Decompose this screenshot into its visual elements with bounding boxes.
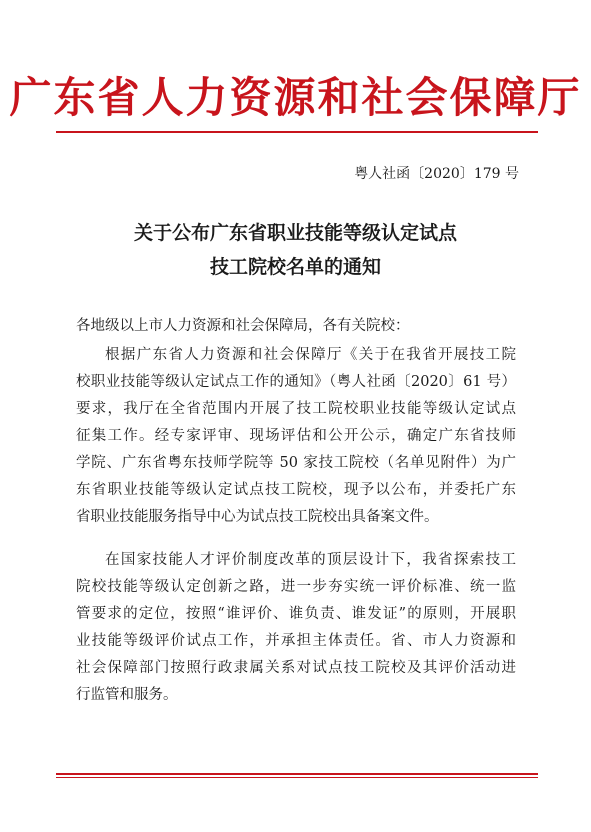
text-line: 院校技能等级认定创新之路，进一步夯实统一评价标准、统一监: [76, 579, 516, 595]
text-line: 业技能等级评价试点工作，并承担主体责任。省、市人力资源和: [76, 633, 516, 649]
agency-letterhead-title: 广东省人力资源和社会保障厅: [9, 73, 582, 122]
body-paragraph-1: [76, 342, 516, 531]
text-line: 省职业技能服务指导中心为试点技工院校出具备案文件。: [76, 509, 439, 525]
text-line: 东省职业技能等级认定试点技工院校，现予以公布，并委托广东: [76, 482, 516, 498]
document-title-line-2: 技工院校名单的通知: [209, 256, 381, 278]
text-line: 根据广东省人力资源和社会保障厅《关于在我省开展技工院: [105, 347, 516, 363]
text-line: 学院、广东省粤东技师学院等 50 家技工院校（名单见附件）为广: [76, 455, 516, 471]
footer-divider-thin: [56, 777, 538, 778]
text-line: 在国家技能人才评价制度改革的顶层设计下，我省探索技工: [105, 552, 516, 568]
text-line: 社会保障部门按照行政隶属关系对试点技工院校及其评价活动进: [76, 660, 516, 676]
document-number: 粤人社函〔2020〕179 号: [354, 166, 519, 182]
document-title-line-1: 关于公布广东省职业技能等级认定试点: [133, 222, 457, 244]
text-line: 征集工作。经专家评审、现场评估和公开公示，确定广东省技师: [76, 428, 516, 444]
footer-divider-thick: [56, 773, 538, 775]
salutation: 各地级以上市人力资源和社会保障局，各有关院校：: [76, 318, 410, 334]
text-line: 管要求的定位，按照“谁评价、谁负责、谁发证”的原则，开展职: [76, 606, 516, 622]
body-paragraph-2: [76, 547, 516, 709]
text-line: 校职业技能等级认定试点工作的通知》（粤人社函〔2020〕61 号）: [76, 374, 516, 390]
text-line: 要求，我厅在全省范围内开展了技工院校职业技能等级认定试点: [76, 401, 516, 417]
text-line: 行监管和服务。: [76, 687, 178, 703]
letterhead-divider: [56, 131, 538, 133]
